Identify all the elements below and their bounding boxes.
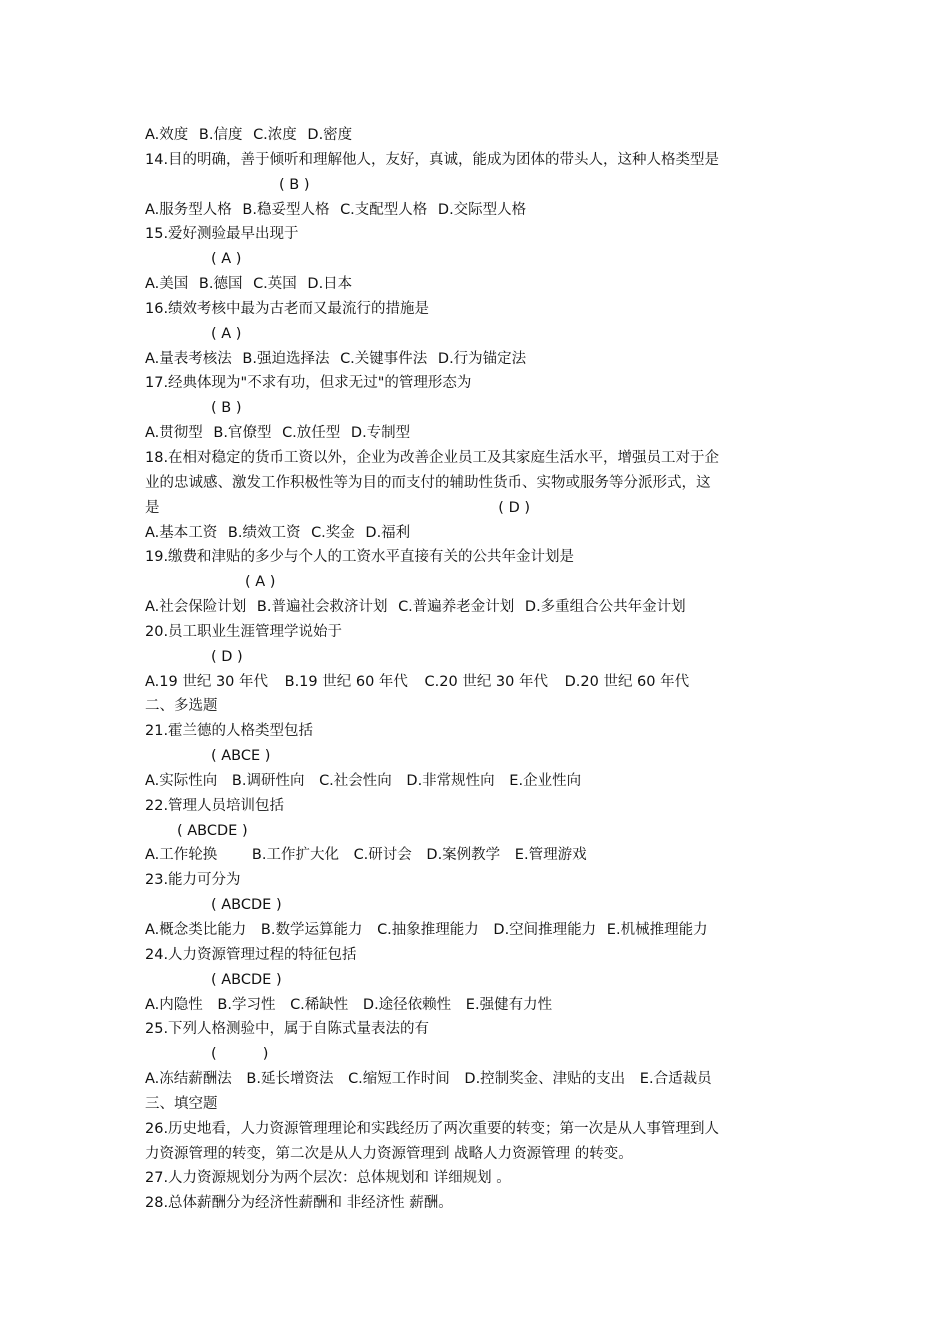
option-row <box>145 123 815 148</box>
option: A.服务型人格 <box>145 201 232 218</box>
option: E.企业性向 <box>509 772 582 789</box>
answer-25: ( ) <box>211 1046 269 1063</box>
question-18-line-3 <box>145 496 815 521</box>
option: B.调研性向 <box>231 772 305 789</box>
question-16: 16.绩效考核中最为古老而又最流行的措施是 <box>145 300 430 317</box>
option-row <box>145 769 815 794</box>
answer-18: ( D ) <box>498 499 530 516</box>
option: C.奖金 <box>311 524 355 541</box>
answer-20: ( D ) <box>211 648 243 665</box>
question-25: 25.下列人格测验中，属于自陈式量表法的有 <box>145 1021 430 1038</box>
option: D.福利 <box>365 524 411 541</box>
option: C.20 世纪 30 年代 <box>424 673 548 690</box>
option: B.强迫选择法 <box>242 350 330 367</box>
question-20: 20.员工职业生涯管理学说始于 <box>145 623 343 640</box>
answer-24: ( ABCDE ) <box>211 971 282 988</box>
option: B.工作扩大化 <box>251 847 339 864</box>
option: E.强健有力性 <box>465 996 553 1013</box>
question-18-line-1: 18.在相对稳定的货币工资以外，企业为改善企业员工及其家庭生活水平，增强员工对于企 <box>145 449 720 466</box>
option: A.基本工资 <box>145 524 218 541</box>
question-21: 21.霍兰德的人格类型包括 <box>145 723 314 740</box>
option: C.放任型 <box>282 425 341 442</box>
question-19: 19.缴费和津贴的多少与个人的工资水平直接有关的公共年金计划是 <box>145 549 575 566</box>
option: B.延长增资法 <box>246 1071 334 1088</box>
option: B.信度 <box>198 127 243 143</box>
option: C.缩短工作时间 <box>348 1071 450 1088</box>
option: B.数学运算能力 <box>260 922 363 938</box>
option: A.19 世纪 30 年代 <box>145 673 269 690</box>
option: A.量表考核法 <box>145 350 232 367</box>
option: E.机械推理能力 <box>606 922 708 938</box>
option: D.密度 <box>307 127 353 143</box>
option: C.稀缺性 <box>290 996 349 1013</box>
option-row <box>145 1067 815 1092</box>
document-body <box>145 123 815 1216</box>
option: E.合适裁员 <box>639 1071 712 1088</box>
option: C.社会性向 <box>319 772 392 789</box>
option: D.20 世纪 60 年代 <box>564 673 690 690</box>
option: B.普遍社会救济计划 <box>256 599 388 616</box>
option: C.研讨会 <box>353 847 412 864</box>
answer-16: ( A ) <box>211 325 242 342</box>
question-18-line-2: 业的忠诚感、激发工作积极性等为目的而支付的辅助性货币、实物或服务等分派形式，这 <box>145 474 711 491</box>
option: D.途径依赖性 <box>362 996 452 1013</box>
option-row <box>145 272 815 297</box>
option: A.内隐性 <box>145 996 203 1013</box>
option: C.普遍养老金计划 <box>398 599 515 616</box>
question-28: 28.总体薪酬分为经济性薪酬和 非经济性 薪酬。 <box>145 1195 453 1212</box>
option: A.美国 <box>145 276 189 293</box>
answer-19: ( A ) <box>245 574 276 591</box>
option: B.绩效工资 <box>227 524 301 541</box>
option: B.学习性 <box>217 996 276 1013</box>
option-row <box>145 993 815 1018</box>
option: A.实际性向 <box>145 772 218 789</box>
option-row <box>145 843 815 868</box>
question-18-tail: 是 <box>145 499 160 516</box>
option: C.关键事件法 <box>340 350 428 367</box>
option-row <box>145 198 815 223</box>
option: E.管理游戏 <box>514 847 587 864</box>
option: B.德国 <box>198 276 243 293</box>
option-row <box>145 670 815 695</box>
question-26-line-1: 26.历史地看，人力资源管理理论和实践经历了两次重要的转变；第一次是从人事管理到人 <box>145 1120 720 1137</box>
option: D.专制型 <box>350 425 411 442</box>
option: A.效度 <box>145 127 189 143</box>
question-17: 17.经典体现为"不求有功，但求无过"的管理形态为 <box>145 375 472 392</box>
answer-22: ( ABCDE ) <box>177 822 248 839</box>
question-26-line-2: 力资源管理的转变，第二次是从人力资源管理到 战略人力资源管理 的转变。 <box>145 1145 633 1162</box>
option: C.抽象推理能力 <box>377 922 479 938</box>
option: D.控制奖金、津贴的支出 <box>464 1071 626 1088</box>
option: C.浓度 <box>253 127 297 143</box>
option: C.支配型人格 <box>340 201 428 218</box>
answer-21: ( ABCE ) <box>211 748 271 765</box>
option-row <box>145 521 815 546</box>
question-24: 24.人力资源管理过程的特征包括 <box>145 946 357 963</box>
option: A.社会保险计划 <box>145 599 247 616</box>
option: A.工作轮换 <box>145 847 218 864</box>
option: D.交际型人格 <box>437 201 527 218</box>
option: B.稳妥型人格 <box>242 201 330 218</box>
option: D.空间推理能力 <box>493 922 597 938</box>
option-row <box>145 595 815 620</box>
option-row <box>145 918 815 943</box>
option: A.概念类比能力 <box>145 922 247 938</box>
option: B.19 世纪 60 年代 <box>284 673 408 690</box>
option: D.案例教学 <box>426 847 501 864</box>
option: D.日本 <box>307 276 353 293</box>
option-row <box>145 347 815 372</box>
answer-23: ( ABCDE ) <box>211 897 282 914</box>
option: A.贯彻型 <box>145 425 203 442</box>
question-23: 23.能力可分为 <box>145 872 241 889</box>
question-14: 14.目的明确，善于倾听和理解他人，友好，真诚，能成为团体的带头人，这种人格类型是 <box>145 151 720 168</box>
option: D.非常规性向 <box>406 772 495 789</box>
answer-17: ( B ) <box>211 400 242 417</box>
option: D.多重组合公共年金计划 <box>524 599 686 616</box>
answer-15: ( A ) <box>211 251 242 268</box>
section-heading-multiple-choice: 二、多选题 <box>145 698 218 715</box>
question-15: 15.爱好测验最早出现于 <box>145 226 299 243</box>
option: C.英国 <box>253 276 297 293</box>
question-27: 27.人力资源规划分为两个层次：总体规划和 详细规划 。 <box>145 1170 511 1187</box>
question-22: 22.管理人员培训包括 <box>145 797 285 814</box>
option-row <box>145 421 815 446</box>
option: B.官僚型 <box>213 425 272 442</box>
answer-14: ( B ) <box>279 176 310 193</box>
option: D.行为锚定法 <box>437 350 527 367</box>
option: A.冻结薪酬法 <box>145 1071 232 1088</box>
section-heading-fill-in: 三、填空题 <box>145 1095 218 1112</box>
